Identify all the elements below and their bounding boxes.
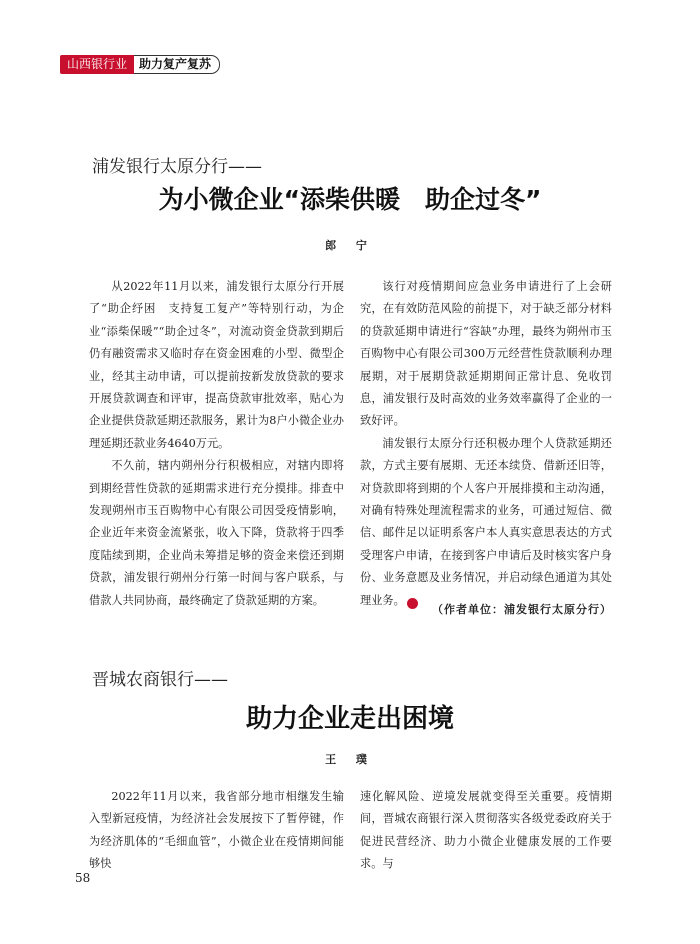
article1-paragraph-text: 浦发银行太原分行还积极办理个人贷款延期还款，方式主要有展期、无还本续贷、借新还旧等，对贷款即将到期的个人客户开展排摸和主动沟通，对确有特殊处理流程需求的业务，可通过短信、微信、邮件足以证明系客户本人真实意思表达的方式受理客户申请，在接到客户申请后及时核实客户身份、业务意愿及业务情况，并启动绿色通道为其处理业务。 <box>360 436 612 607</box>
article2-title: 助力企业走出困境 <box>245 704 454 734</box>
article1-paragraph: 该行对疫情期间应急业务申请进行了上会研究，在有效防范风险的前提下，对于缺乏部分材料的贷款延期申请进行“容缺”办理，最终为朔州市玉百购物中心有限公司300万元经营性贷款顺利办理展期，对于展期贷款延期期间正常计息、免收罚息，浦发银行及时高效的业务效率赢得了企业的一致好评。 <box>360 280 612 428</box>
page-number: 58 <box>75 871 91 885</box>
end-mark-icon: 晋 <box>407 598 418 609</box>
article2-paragraph: 2022年11月以来，我省部分地市相继发生输入型新冠疫情，为经济社会发展按下了暂停键，作为经济肌体的“毛细血管”，小微企业在疫情期间能够快 <box>89 790 344 871</box>
article2-author: 王 璞 <box>325 753 375 766</box>
section-label: 山西银行业 <box>60 55 134 74</box>
article2-kicker: 晋城农商银行—— <box>92 670 228 690</box>
article1-author: 郎 宁 <box>325 239 375 252</box>
article1-column-left <box>89 276 344 612</box>
article2-column-left <box>89 786 344 876</box>
article2-column-right <box>360 786 612 876</box>
article2-paragraph: 速化解风险、逆境发展就变得至关重要。疫情期间，晋城农商银行深入贯彻落实各级党委政府关于促进民营经济、助力小微企业健康发展的工作要求。与 <box>360 790 612 871</box>
article1-title: 为小微企业“添柴供暖 助企过冬” <box>158 185 542 214</box>
section-header <box>60 54 220 74</box>
article1-paragraph: 从2022年11月以来，浦发银行太原分行开展了“助企纾困 支持复工复产”等特别行动，为企业“添柴保暖”“助企过冬”，对流动资金贷款到期后仍有融资需求又临时存在资金困难的小型、微型企业，经其主动申请，可以提前按新发放贷款的要求开展贷款调查和评审，提高贷款审批效率，贴心为企业提供贷款延期还款服务，累计为8户小微企业办理延期还款业务4640万元。 <box>89 280 344 450</box>
article1-affiliation: （作者单位：浦发银行太原分行） <box>432 603 612 616</box>
article1-column-right <box>360 276 612 612</box>
section-topic: 助力复产复苏 <box>134 55 220 74</box>
article1-paragraph <box>360 433 612 612</box>
article1-paragraph: 不久前，辖内朔州分行积极相应，对辖内即将到期经营性贷款的延期需求进行充分摸排。排查中发现朔州市玉百购物中心有限公司因受疫情影响，企业近年来资金流紧张，收入下降，贷款将于四季度陆续到期，企业尚未筹措足够的资金来偿还到期贷款，浦发银行朔州分行第一时间与客户联系，与借款人共同协商，最终确定了贷款延期的方案。 <box>89 459 344 607</box>
article1-kicker: 浦发银行太原分行—— <box>92 157 262 177</box>
